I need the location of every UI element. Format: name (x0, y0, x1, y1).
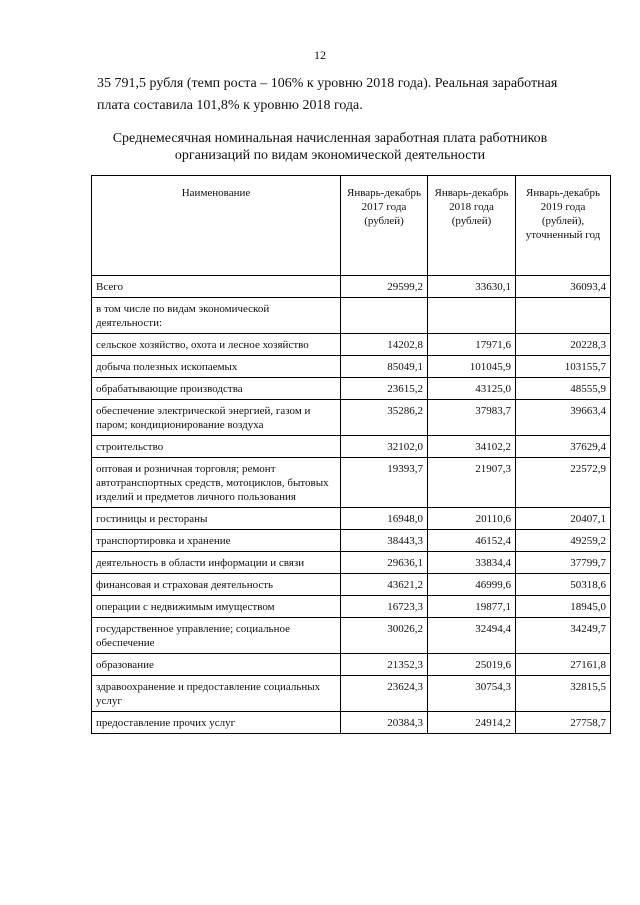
table-row (92, 458, 611, 508)
row-value-2018: 46999,6 (428, 574, 516, 596)
row-value-2019: 37629,4 (516, 436, 611, 458)
row-value-2018 (428, 298, 516, 334)
table-row (92, 276, 611, 298)
row-value-2019: 37799,7 (516, 552, 611, 574)
row-value-2018: 33630,1 (428, 276, 516, 298)
table-title-line-1: Среднемесячная номинальная начисленная заработная плата работников (112, 131, 548, 146)
row-value-2017: 85049,1 (341, 356, 428, 378)
row-value-2017: 23615,2 (341, 378, 428, 400)
row-name: Всего (92, 276, 341, 298)
header-2018: Январь-декабрь 2018 года (рублей) (428, 176, 516, 276)
row-name: предоставление прочих услуг (92, 712, 341, 734)
row-value-2018: 34102,2 (428, 436, 516, 458)
row-value-2019: 27758,7 (516, 712, 611, 734)
row-value-2018: 43125,0 (428, 378, 516, 400)
row-name: гостиницы и рестораны (92, 508, 341, 530)
row-value-2019: 22572,9 (516, 458, 611, 508)
row-value-2018: 30754,3 (428, 676, 516, 712)
table-row (92, 676, 611, 712)
row-value-2017: 19393,7 (341, 458, 428, 508)
row-name: оптовая и розничная торговля; ремонт автотранспортных средств, мотоциклов, бытовых изделий и предметов личного пользования (92, 458, 341, 508)
table-row (92, 552, 611, 574)
row-value-2017: 30026,2 (341, 618, 428, 654)
table-row (92, 596, 611, 618)
row-value-2017: 35286,2 (341, 400, 428, 436)
page-number: 12 (314, 48, 326, 62)
row-name: деятельность в области информации и связи (92, 552, 341, 574)
row-value-2017: 43621,2 (341, 574, 428, 596)
row-value-2017: 16948,0 (341, 508, 428, 530)
header-name: Наименование (92, 176, 341, 276)
row-value-2019: 36093,4 (516, 276, 611, 298)
row-value-2018: 24914,2 (428, 712, 516, 734)
row-value-2018: 19877,1 (428, 596, 516, 618)
table-row (92, 530, 611, 552)
row-value-2018: 46152,4 (428, 530, 516, 552)
table-row (92, 712, 611, 734)
row-value-2017: 21352,3 (341, 654, 428, 676)
row-name: транспортировка и хранение (92, 530, 341, 552)
row-value-2019: 39663,4 (516, 400, 611, 436)
header-2017: Январь-декабрь 2017 года (рублей) (341, 176, 428, 276)
table-row (92, 654, 611, 676)
row-value-2017: 29599,2 (341, 276, 428, 298)
row-value-2019: 49259,2 (516, 530, 611, 552)
row-value-2019 (516, 298, 611, 334)
row-value-2017: 20384,3 (341, 712, 428, 734)
table-row (92, 400, 611, 436)
intro-line-2: плата составила 101,8% к уровню 2018 года. (97, 98, 363, 113)
table-title (90, 130, 570, 164)
row-value-2018: 101045,9 (428, 356, 516, 378)
table-title-line-2: организаций по видам экономической деятельности (174, 148, 486, 163)
row-value-2019: 18945,0 (516, 596, 611, 618)
row-value-2017: 23624,3 (341, 676, 428, 712)
row-name: добыча полезных ископаемых (92, 356, 341, 378)
row-value-2019: 48555,9 (516, 378, 611, 400)
row-name: здравоохранение и предоставление социальных услуг (92, 676, 341, 712)
table-row (92, 508, 611, 530)
row-value-2019: 32815,5 (516, 676, 611, 712)
row-value-2019: 34249,7 (516, 618, 611, 654)
table-row (92, 334, 611, 356)
intro-line-1: 35 791,5 рубля (темп роста – 106% к уровню 2018 года). Реальная заработная (97, 76, 558, 91)
row-name: государственное управление; социальное обеспечение (92, 618, 341, 654)
row-value-2018: 21907,3 (428, 458, 516, 508)
row-name: строительство (92, 436, 341, 458)
row-value-2017 (341, 298, 428, 334)
row-value-2017: 29636,1 (341, 552, 428, 574)
table-row (92, 356, 611, 378)
intro-paragraph (97, 73, 617, 117)
row-name: образование (92, 654, 341, 676)
row-value-2018: 37983,7 (428, 400, 516, 436)
row-name: в том числе по видам экономической деятельности: (92, 298, 341, 334)
table-row (92, 436, 611, 458)
row-name: обрабатывающие производства (92, 378, 341, 400)
header-2019: Январь-декабрь 2019 года (рублей), уточненный год (516, 176, 611, 276)
row-value-2019: 20407,1 (516, 508, 611, 530)
row-value-2017: 14202,8 (341, 334, 428, 356)
row-value-2019: 103155,7 (516, 356, 611, 378)
row-value-2017: 16723,3 (341, 596, 428, 618)
row-value-2019: 27161,8 (516, 654, 611, 676)
row-value-2018: 32494,4 (428, 618, 516, 654)
row-value-2018: 25019,6 (428, 654, 516, 676)
row-name: сельское хозяйство, охота и лесное хозяйство (92, 334, 341, 356)
wages-table (91, 175, 611, 734)
row-value-2018: 33834,4 (428, 552, 516, 574)
row-value-2017: 38443,3 (341, 530, 428, 552)
table-row (92, 618, 611, 654)
table-header-row (92, 176, 611, 276)
table-row (92, 298, 611, 334)
row-value-2017: 32102,0 (341, 436, 428, 458)
table-row (92, 574, 611, 596)
row-value-2019: 50318,6 (516, 574, 611, 596)
row-name: операции с недвижимым имуществом (92, 596, 341, 618)
table-row (92, 378, 611, 400)
row-name: обеспечение электрической энергией, газом и паром; кондиционирование воздуха (92, 400, 341, 436)
row-name: финансовая и страховая деятельность (92, 574, 341, 596)
row-value-2018: 17971,6 (428, 334, 516, 356)
row-value-2018: 20110,6 (428, 508, 516, 530)
row-value-2019: 20228,3 (516, 334, 611, 356)
